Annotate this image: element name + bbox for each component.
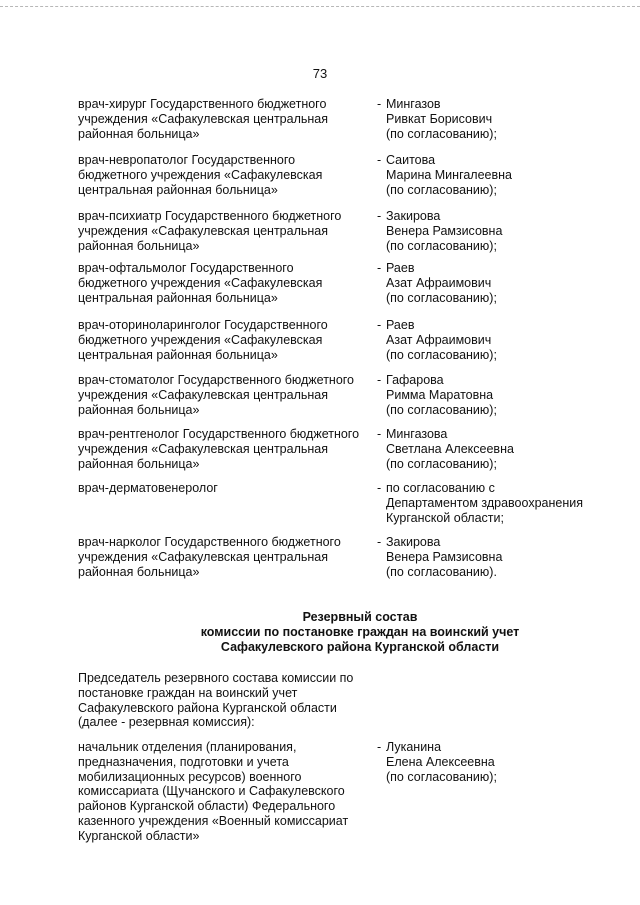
member-dash: - [377, 153, 382, 167]
member-dash: - [377, 97, 382, 111]
member-person: Саитова Марина Мингалеевна (по согласованию); [386, 153, 512, 197]
member-dash: - [377, 373, 382, 387]
member-dash: - [377, 740, 382, 754]
member-person: Мингазова Светлана Алексеевна (по согласованию); [386, 427, 514, 471]
member-dash: - [377, 535, 382, 549]
member-role: врач-дерматовенеролог [78, 481, 218, 495]
member-role: врач-невропатолог Государственного бюджетного учреждения «Сафакулевская центральная районная больница» [78, 153, 323, 197]
member-person: Гафарова Римма Маратовна (по согласованию); [386, 373, 497, 417]
member-dash: - [377, 481, 382, 495]
member-role: врач-офтальмолог Государственного бюджетного учреждения «Сафакулевская центральная районная больница» [78, 261, 323, 305]
member-person: Мингазов Ривкат Борисович (по согласованию); [386, 97, 497, 141]
member-role: врач-стоматолог Государственного бюджетного учреждения «Сафакулевская центральная районная больница» [78, 373, 355, 417]
member-role: врач-нарколог Государственного бюджетного учреждения «Сафакулевская центральная районная больница» [78, 535, 341, 579]
member-person: Раев Азат Афраимович (по согласованию); [386, 318, 497, 362]
member-dash: - [377, 318, 382, 332]
reserve-section-title: Резервный состав комиссии по постановке граждан на воинский учет Сафакулевского района Курганской области [200, 610, 520, 654]
member-role: врач-рентгенолог Государственного бюджетного учреждения «Сафакулевская центральная районная больница» [78, 427, 360, 471]
member-role: врач-хирург Государственного бюджетного учреждения «Сафакулевская центральная районная больница» [78, 97, 329, 141]
member-person: по согласованию с Департаментом здравоохранения Курганской области; [386, 481, 583, 525]
member-role: врач-психиатр Государственного бюджетного учреждения «Сафакулевская центральная районная больница» [78, 209, 342, 253]
member-person: Луканина Елена Алексеевна (по согласованию); [386, 740, 497, 784]
scan-edge-artifact [0, 6, 640, 9]
member-role: врач-оториноларинголог Государственного бюджетного учреждения «Сафакулевская центральная районная больница» [78, 318, 328, 362]
member-dash: - [377, 209, 382, 223]
member-person: Закирова Венера Рамзисовна (по согласованию); [386, 209, 503, 253]
member-dash: - [377, 427, 382, 441]
member-person: Раев Азат Афраимович (по согласованию); [386, 261, 497, 305]
member-dash: - [377, 261, 382, 275]
member-person: Закирова Венера Рамзисовна (по согласованию). [386, 535, 503, 579]
page-number: 73 [312, 66, 328, 81]
member-role: начальник отделения (планирования, предназначения, подготовки и учета мобилизационных ресурсов) военного комиссариата (Щучанского и Сафакулевского районов Курганской области) Федерального казенного учреждения «Военный комиссариат Курганской области» [78, 740, 349, 843]
reserve-chair-text: Председатель резервного состава комиссии по постановке граждан на воинский учет Сафакулевского района Курганской области (далее - резервная комиссия): [78, 671, 354, 730]
